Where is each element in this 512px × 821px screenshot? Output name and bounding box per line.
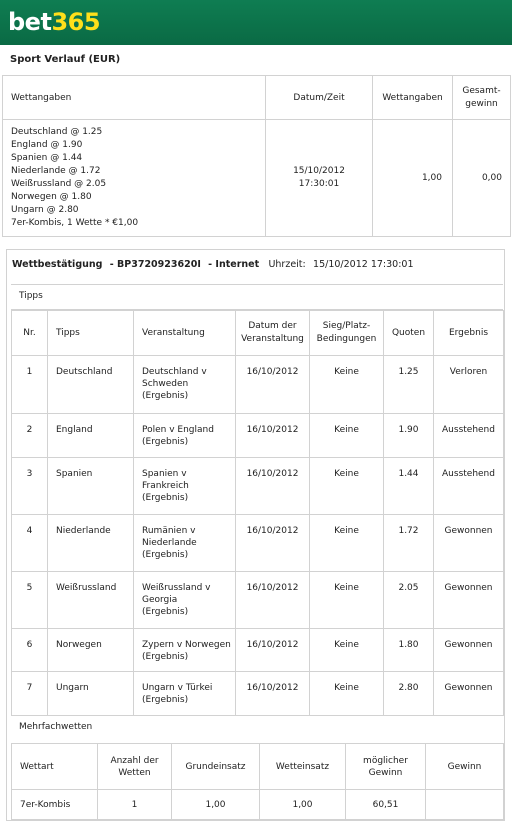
summary-table (2, 75, 511, 237)
tip-tip-cell: Norwegen (48, 629, 134, 672)
tip-row (12, 672, 504, 716)
selection-line: Weißrussland @ 2.05 (11, 179, 107, 189)
tip-result-cell: Gewonnen (434, 572, 504, 629)
tip-odds-cell: 1.25 (384, 356, 434, 414)
multiples-column-header: Wetteinsatz (260, 744, 346, 790)
tip-date-cell: 16/10/2012 (236, 515, 310, 572)
tips-section-title: Tipps (11, 284, 503, 310)
tip-date-cell: 16/10/2012 (236, 356, 310, 414)
tip-row (12, 515, 504, 572)
tips-table (11, 310, 504, 716)
tip-cond-cell: Keine (310, 672, 384, 716)
multiples-section-title: Mehrfachwetten (19, 722, 93, 732)
tip-date-cell: 16/10/2012 (236, 572, 310, 629)
time-label: Uhrzeit: (268, 259, 306, 270)
summary-header: Datum/Zeit (266, 76, 373, 120)
tip-event-cell: Polen v England (Ergebnis) (134, 414, 236, 458)
selections-list (3, 120, 266, 237)
selection-line: Ungarn @ 2.80 (11, 205, 79, 215)
tip-cond-cell: Keine (310, 458, 384, 515)
tips-column-header: Quoten (384, 311, 434, 356)
tip-odds-cell: 2.80 (384, 672, 434, 716)
tip-event-cell: Rumänien v Niederlande (Ergebnis) (134, 515, 236, 572)
tip-date-cell: 16/10/2012 (236, 414, 310, 458)
summary-header: Wettangaben (3, 76, 266, 120)
multiples-table (11, 743, 504, 820)
tip-nr-cell: 2 (12, 414, 48, 458)
tip-odds-cell: 1.72 (384, 515, 434, 572)
multiples-column-header: Anzahl der Wetten (98, 744, 172, 790)
tip-tip-cell: England (48, 414, 134, 458)
tip-nr-cell: 7 (12, 672, 48, 716)
tip-nr-cell: 3 (12, 458, 48, 515)
tip-cond-cell: Keine (310, 356, 384, 414)
tip-result-cell: Ausstehend (434, 414, 504, 458)
tip-odds-cell: 1.44 (384, 458, 434, 515)
tip-nr-cell: 4 (12, 515, 48, 572)
tip-result-cell: Gewonnen (434, 672, 504, 716)
tip-nr-cell: 5 (12, 572, 48, 629)
tip-tip-cell: Spanien (48, 458, 134, 515)
header-bar (0, 0, 512, 45)
tip-cond-cell: Keine (310, 629, 384, 672)
multiples-base-cell: 1,00 (172, 790, 260, 820)
tips-column-header: Sieg/Platz- Bedingungen (310, 311, 384, 356)
multiples-stake-cell: 1,00 (260, 790, 346, 820)
tips-column-header: Veranstaltung (134, 311, 236, 356)
tip-result-cell: Gewonnen (434, 629, 504, 672)
confirmation-label: Wettbestätigung (12, 259, 103, 270)
tip-result-cell: Verloren (434, 356, 504, 414)
tips-column-header: Tipps (48, 311, 134, 356)
tip-row (12, 629, 504, 672)
tip-odds-cell: 1.80 (384, 629, 434, 672)
summary-header: Wettangaben (373, 76, 453, 120)
tip-tip-cell: Ungarn (48, 672, 134, 716)
tip-nr-cell: 6 (12, 629, 48, 672)
tip-tip-cell: Niederlande (48, 515, 134, 572)
multiples-count-cell: 1 (98, 790, 172, 820)
tip-tip-cell: Deutschland (48, 356, 134, 414)
selection-line: Spanien @ 1.44 (11, 153, 83, 163)
tips-column-header: Datum der Veranstaltung (236, 311, 310, 356)
summary-header: Gesamt- gewinn (453, 76, 511, 120)
bet-date: 15/10/2012 (293, 166, 345, 176)
multiples-potential-cell: 60,51 (346, 790, 426, 820)
tip-row (12, 414, 504, 458)
tip-odds-cell: 1.90 (384, 414, 434, 458)
stake-value: 1,00 (373, 120, 453, 237)
selection-line: Niederlande @ 1.72 (11, 166, 101, 176)
tip-row (12, 356, 504, 414)
total-win-value: 0,00 (453, 120, 511, 237)
multiples-column-header: möglicher Gewinn (346, 744, 426, 790)
logo-text: bet (8, 8, 52, 36)
tip-result-cell: Ausstehend (434, 458, 504, 515)
tip-nr-cell: 1 (12, 356, 48, 414)
tip-result-cell: Gewonnen (434, 515, 504, 572)
bet-reference: - BP3720923620I (109, 259, 201, 270)
confirmation-header (12, 259, 414, 270)
tip-row (12, 458, 504, 515)
bet365-logo[interactable] (8, 8, 100, 36)
logo-number: 365 (51, 8, 101, 36)
tip-event-cell: Zypern v Norwegen (Ergebnis) (134, 629, 236, 672)
selection-line: England @ 1.90 (11, 140, 83, 150)
multiples-column-header: Wettart (12, 744, 98, 790)
tips-column-header: Nr. (12, 311, 48, 356)
tip-date-cell: 16/10/2012 (236, 629, 310, 672)
multiples-column-header: Grundeinsatz (172, 744, 260, 790)
tip-cond-cell: Keine (310, 414, 384, 458)
time-value: 15/10/2012 17:30:01 (313, 259, 414, 270)
tip-date-cell: 16/10/2012 (236, 458, 310, 515)
multiples-type-cell: 7er-Kombis (12, 790, 98, 820)
tip-date-cell: 16/10/2012 (236, 672, 310, 716)
bet-time: 17:30:01 (298, 179, 340, 189)
selection-line: Deutschland @ 1.25 (11, 127, 103, 137)
bet-channel: - Internet (208, 259, 260, 270)
tip-cond-cell: Keine (310, 515, 384, 572)
tip-tip-cell: Weißrussland (48, 572, 134, 629)
tip-event-cell: Deutschland v Schweden (Ergebnis) (134, 356, 236, 414)
tips-column-header: Ergebnis (434, 311, 504, 356)
multiples-column-header: Gewinn (426, 744, 504, 790)
selection-line: Norwegen @ 1.80 (11, 192, 92, 202)
tip-event-cell: Weißrussland v Georgia (Ergebnis) (134, 572, 236, 629)
tip-event-cell: Ungarn v Türkei (Ergebnis) (134, 672, 236, 716)
tip-event-cell: Spanien v Frankreich (Ergebnis) (134, 458, 236, 515)
tip-cond-cell: Keine (310, 572, 384, 629)
tip-row (12, 572, 504, 629)
bet-datetime (266, 120, 373, 237)
selection-line: 7er-Kombis, 1 Wette * €1,00 (11, 218, 139, 228)
tip-odds-cell: 2.05 (384, 572, 434, 629)
multiples-win-cell (426, 790, 504, 820)
page-title: Sport Verlauf (EUR) (10, 54, 121, 65)
